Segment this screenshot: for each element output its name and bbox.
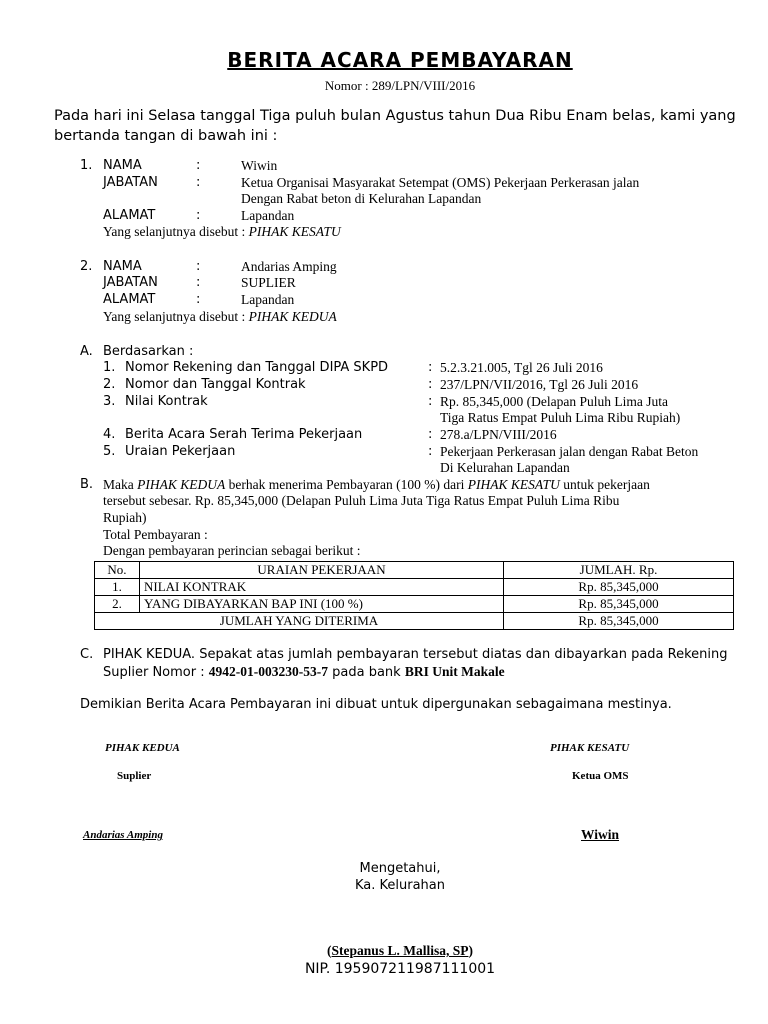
party-1-alamat: Lapandan bbox=[241, 208, 295, 223]
section-b-line1: Maka PIHAK KEDUA berhak menerima Pembayaran (100 %) dari PIHAK KESATU untuk pekerjaan bbox=[103, 477, 650, 492]
section-a-heading: Berdasarkan : bbox=[103, 344, 194, 359]
party-2-number: 2. bbox=[80, 259, 93, 274]
right-signatory-role: Ketua OMS bbox=[572, 770, 629, 782]
table-total-row bbox=[95, 613, 734, 630]
basis-item-label: Nomor dan Tanggal Kontrak bbox=[125, 377, 306, 392]
basis-item-label: Berita Acara Serah Terima Pekerjaan bbox=[125, 427, 363, 442]
table-total-label: JUMLAH YANG DITERIMA bbox=[95, 613, 504, 630]
left-signatory-name: Andarias Amping bbox=[83, 829, 163, 841]
table-cell: Rp. 85,345,000 bbox=[504, 596, 734, 613]
section-c-line2: Suplier Nomor : 4942-01-003230-53-7 pada bank BRI Unit Makale bbox=[103, 664, 505, 680]
basis-item-value: Pekerjaan Perkerasan jalan dengan Rabat Beton bbox=[440, 444, 699, 459]
basis-item-value-line2: Tiga Ratus Empat Puluh Lima Ribu Rupiah) bbox=[440, 410, 681, 425]
table-header-cell: No. bbox=[95, 562, 140, 579]
basis-item-value: 278.a/LPN/VIII/2016 bbox=[440, 427, 557, 442]
party-1-alias: PIHAK KESATU bbox=[248, 224, 341, 239]
payment-table bbox=[94, 561, 734, 630]
basis-item-label: Uraian Pekerjaan bbox=[125, 444, 236, 459]
basis-item-number: 2. bbox=[103, 377, 116, 392]
table-cell: NILAI KONTRAK bbox=[140, 579, 504, 596]
colon: : bbox=[196, 175, 201, 190]
left-signatory-role: Suplier bbox=[117, 770, 152, 782]
party-2-alias: PIHAK KEDUA bbox=[248, 309, 337, 324]
colon: : bbox=[196, 292, 201, 307]
party-1-alamat-label: ALAMAT bbox=[103, 208, 156, 223]
colon: : bbox=[428, 360, 433, 375]
basis-item-value-line2: Di Kelurahan Lapandan bbox=[440, 460, 570, 475]
section-c-letter: C. bbox=[80, 647, 94, 662]
right-signatory-name: Wiwin bbox=[581, 827, 620, 842]
colon: : bbox=[196, 208, 201, 223]
table-row bbox=[95, 596, 734, 613]
intro-paragraph: Pada hari ini Selasa tanggal Tiga puluh bulan Agustus tahun Dua Ribu Enam belas, kami yang bertanda tangan di bawah ini : bbox=[54, 108, 736, 144]
party-2-alamat-label: ALAMAT bbox=[103, 292, 156, 307]
rincian-intro: Dengan pembayaran perincian sebagai berikut : bbox=[103, 543, 361, 558]
basis-item-number: 3. bbox=[103, 394, 116, 409]
section-b-letter: B. bbox=[80, 477, 94, 492]
party-1-nama: Wiwin bbox=[241, 158, 278, 173]
table-cell: Rp. 85,345,000 bbox=[504, 579, 734, 596]
table-header-row bbox=[95, 562, 734, 579]
party-2-jabatan-label: JABATAN bbox=[103, 275, 158, 290]
section-b-line2: tersebut sebesar. Rp. 85,345,000 (Delapan Puluh Lima Juta Tiga Ratus Empat Puluh Lima Ribu bbox=[103, 493, 620, 508]
basis-item-number: 1. bbox=[103, 360, 116, 375]
colon: : bbox=[196, 259, 201, 274]
kelurahan-label: Ka. Kelurahan bbox=[354, 878, 445, 893]
basis-item-number: 4. bbox=[103, 427, 116, 442]
party-1-nama-label: NAMA bbox=[103, 158, 142, 173]
table-row bbox=[95, 579, 734, 596]
party-2-nama-label: NAMA bbox=[103, 259, 142, 274]
party-1-jabatan: Ketua Organisai Masyarakat Setempat (OMS) Pekerjaan Perkerasan jalan bbox=[241, 175, 640, 190]
lurah-name: (Stepanus L. Mallisa, SP) bbox=[327, 943, 473, 958]
basis-item-number: 5. bbox=[103, 444, 116, 459]
party-2-sebut: Yang selanjutnya disebut : PIHAK KEDUA bbox=[103, 309, 337, 324]
table-cell: YANG DIBAYARKAN BAP INI (100 %) bbox=[140, 596, 504, 613]
colon: : bbox=[196, 158, 201, 173]
table-header-cell: JUMLAH. Rp. bbox=[504, 562, 734, 579]
party-2-nama: Andarias Amping bbox=[241, 259, 337, 274]
party-2-alamat: Lapandan bbox=[241, 292, 295, 307]
closing-statement: Demikian Berita Acara Pembayaran ini dibuat untuk dipergunakan sebagaimana mestinya. bbox=[80, 697, 672, 712]
basis-item-value: 5.2.3.21.005, Tgl 26 Juli 2016 bbox=[440, 360, 603, 375]
basis-item-label: Nomor Rekening dan Tanggal DIPA SKPD bbox=[125, 360, 389, 375]
left-signatory-title: PIHAK KEDUA bbox=[105, 742, 180, 754]
table-cell: 1. bbox=[95, 579, 140, 596]
lurah-nip: NIP. 195907211987111001 bbox=[304, 961, 496, 977]
party-1-jabatan-line2: Dengan Rabat beton di Kelurahan Lapandan bbox=[241, 191, 482, 206]
party-1-jabatan-label: JABATAN bbox=[103, 175, 158, 190]
basis-item-label: Nilai Kontrak bbox=[125, 394, 208, 409]
bank-name: BRI Unit Makale bbox=[404, 664, 505, 679]
party-2-jabatan: SUPLIER bbox=[241, 275, 296, 290]
basis-item-value: Rp. 85,345,000 (Delapan Puluh Lima Juta bbox=[440, 394, 668, 409]
colon: : bbox=[428, 377, 433, 392]
right-signatory-title: PIHAK KESATU bbox=[550, 742, 630, 754]
section-a-letter: A. bbox=[80, 344, 93, 359]
party-1-sebut: Yang selanjutnya disebut : PIHAK KESATU bbox=[103, 224, 341, 239]
section-b-line3: Rupiah) bbox=[103, 510, 147, 525]
account-number: 4942-01-003230-53-7 bbox=[208, 664, 328, 679]
table-cell: 2. bbox=[95, 596, 140, 613]
document-number: Nomor : 289/LPN/VIII/2016 bbox=[324, 78, 476, 93]
section-c-line1: PIHAK KEDUA. Sepakat atas jumlah pembayaran tersebut diatas dan dibayarkan pada Rekening bbox=[103, 647, 728, 662]
colon: : bbox=[428, 427, 433, 442]
colon: : bbox=[196, 275, 201, 290]
pihak-kedua-ref: PIHAK KEDUA bbox=[137, 477, 226, 492]
colon: : bbox=[428, 394, 433, 409]
table-header-cell: URAIAN PEKERJAAN bbox=[140, 562, 504, 579]
table-total-value: Rp. 85,345,000 bbox=[504, 613, 734, 630]
basis-item-value: 237/LPN/VII/2016, Tgl 26 Juli 2016 bbox=[440, 377, 639, 392]
colon: : bbox=[428, 444, 433, 459]
total-pembayaran: Total Pembayaran : bbox=[103, 527, 208, 542]
document-title: BERITA ACARA PEMBAYARAN bbox=[227, 48, 573, 72]
pihak-kesatu-ref: PIHAK KESATU bbox=[467, 477, 560, 492]
party-1-number: 1. bbox=[80, 158, 93, 173]
mengetahui-label: Mengetahui, bbox=[359, 861, 441, 876]
